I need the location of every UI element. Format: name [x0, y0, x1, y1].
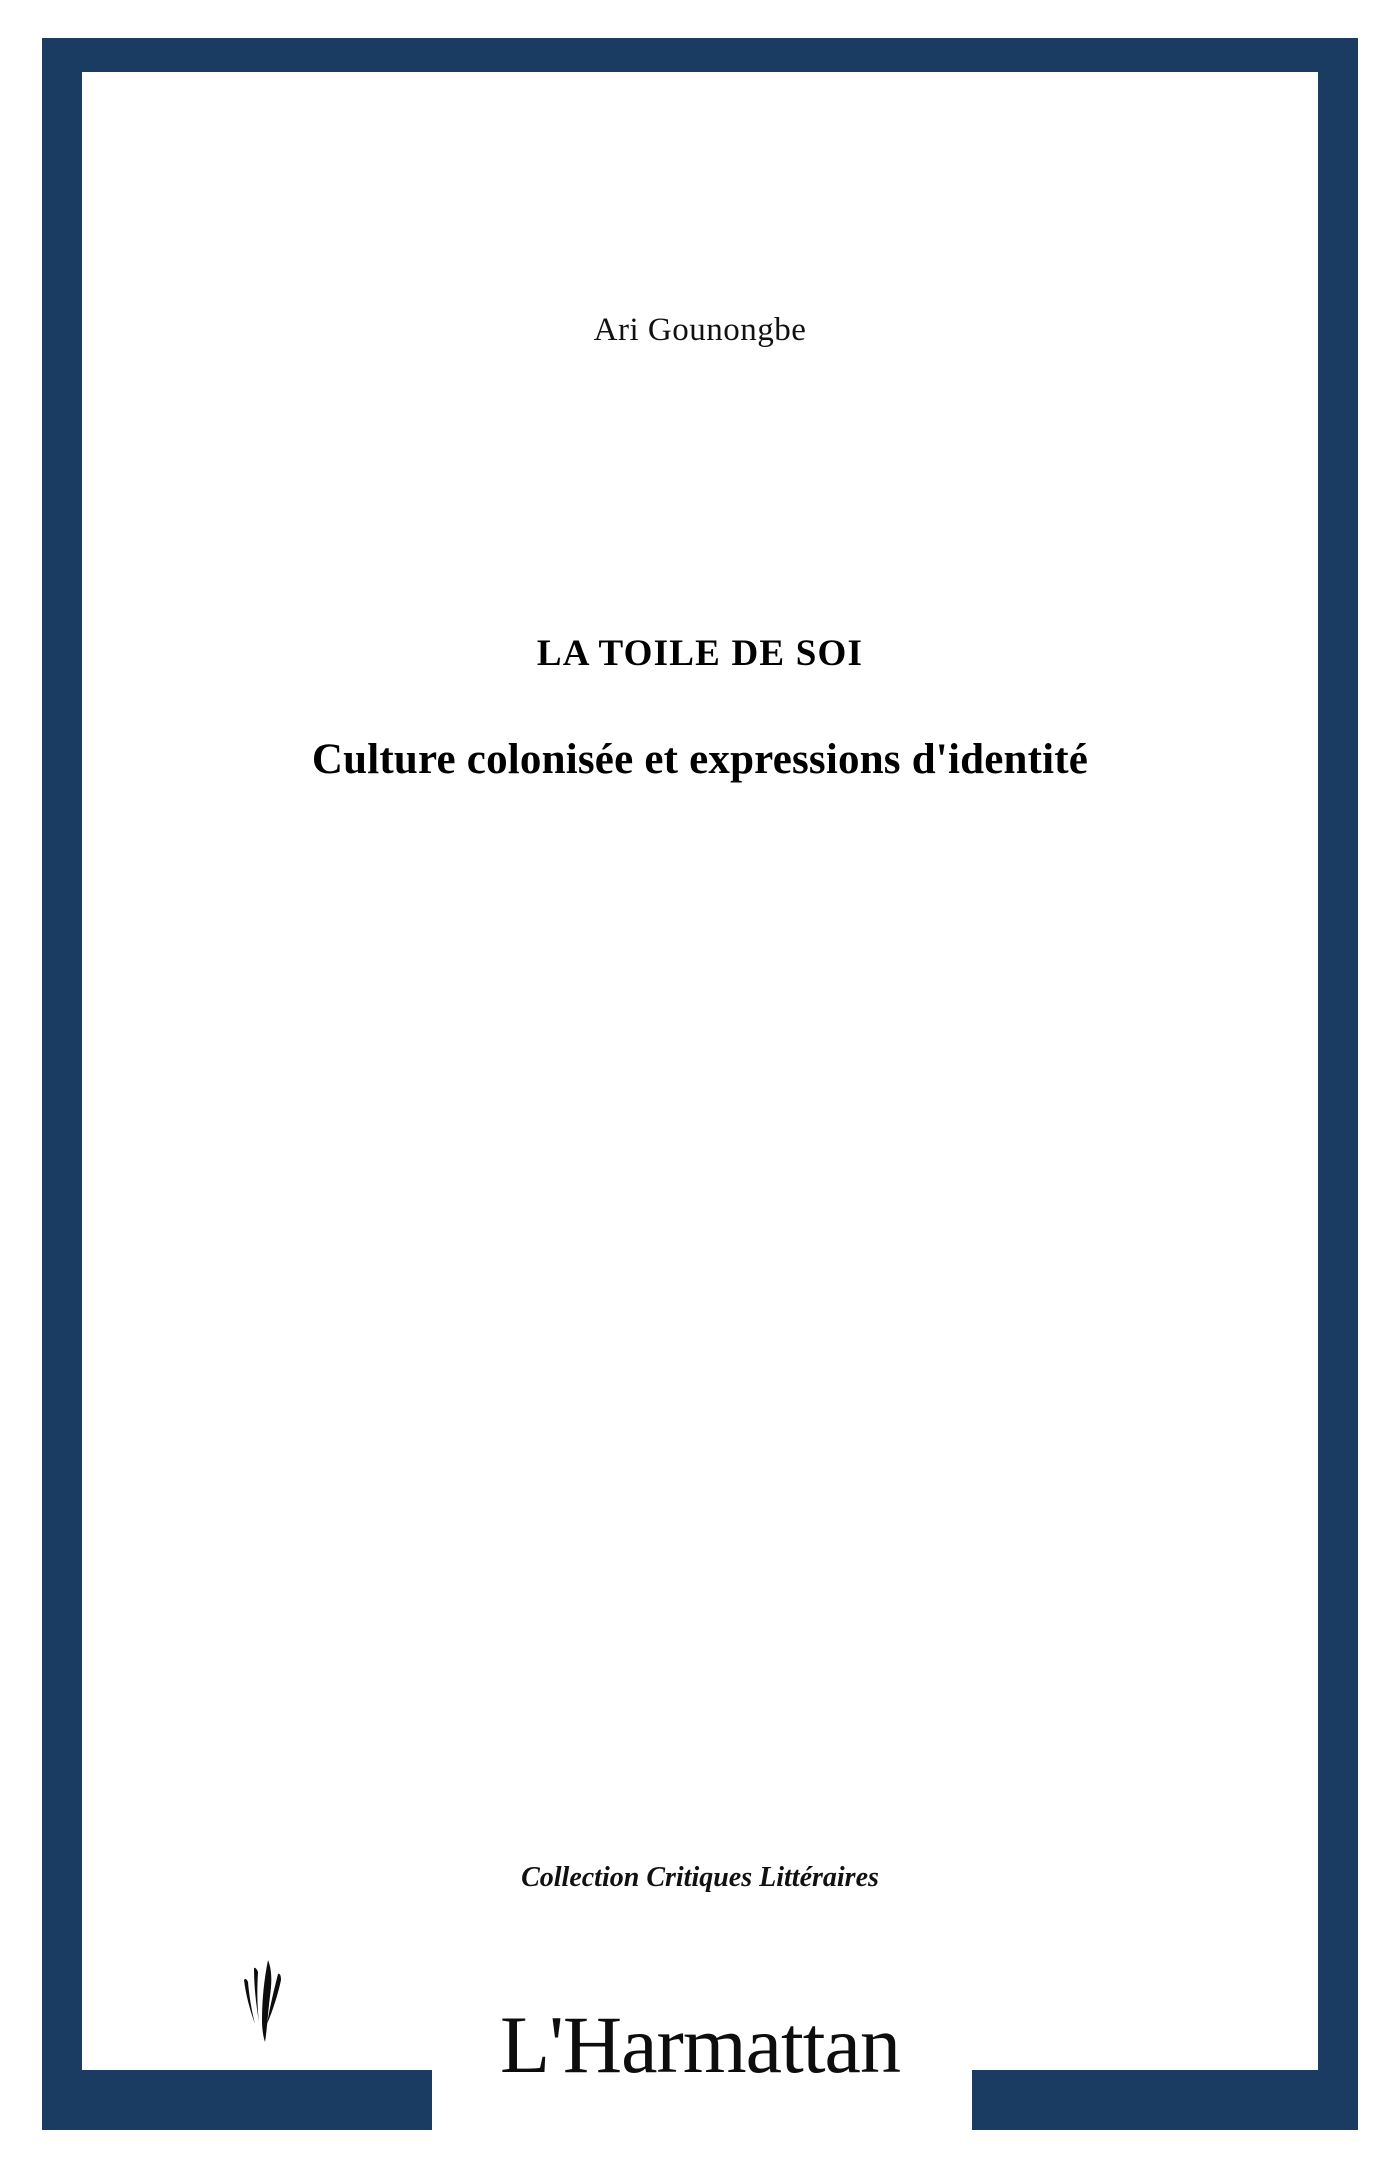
book-title: LA TOILE DE SOI [536, 633, 864, 674]
author-name: Ari Gounongbe [593, 312, 807, 348]
publisher-logo [82, 1999, 1318, 2090]
title-block [82, 632, 1318, 784]
feather-icon [210, 1958, 300, 2044]
cover-sheet [42, 38, 1358, 2130]
publisher-name: L'Harmattan [500, 1999, 900, 2090]
collection-name: Collection Critiques Littéraires [521, 1862, 879, 1893]
cover-content [82, 72, 1318, 2090]
book-subtitle: Culture colonisée et expressions d'identité [311, 736, 1089, 783]
